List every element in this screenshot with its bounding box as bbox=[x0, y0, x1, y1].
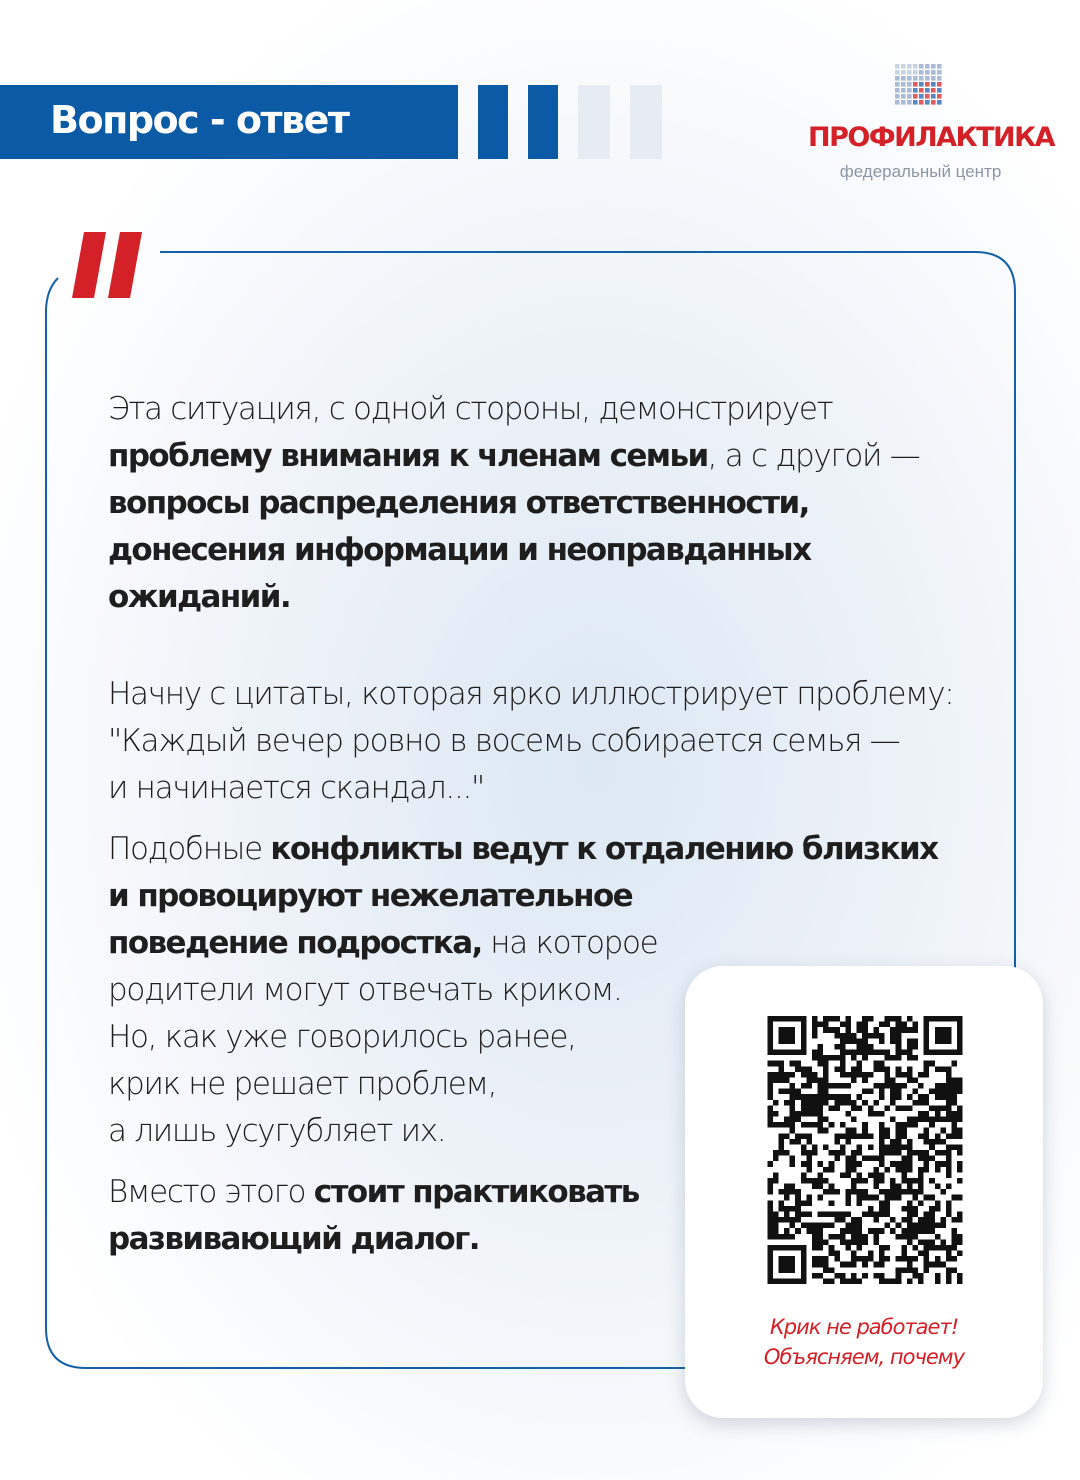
qr-card[interactable] bbox=[685, 966, 1043, 1418]
text-segment: на которое bbox=[481, 925, 658, 961]
text-segment: родители могут отвечать криком. bbox=[108, 972, 622, 1008]
bold-segment: развивающий диалог. bbox=[108, 1221, 479, 1257]
text-segment: крик не решает проблем, bbox=[108, 1066, 497, 1102]
bold-segment: проблему внимания к членам семьи bbox=[108, 438, 708, 474]
qr-code-icon[interactable] bbox=[767, 1016, 963, 1284]
text-segment: Эта ситуация, с одной стороны, демонстрирует bbox=[108, 391, 833, 427]
header-title: Вопрос - ответ bbox=[50, 98, 349, 142]
text-segment: и начинается скандал..." bbox=[108, 770, 485, 806]
quotation-mark-icon bbox=[72, 232, 142, 298]
paragraph-1 bbox=[108, 386, 988, 621]
text-segment: Начну с цитаты, которая ярко иллюстрирует проблему: bbox=[108, 676, 954, 712]
paragraph-2 bbox=[108, 671, 988, 812]
qr-caption bbox=[685, 1312, 1043, 1372]
logo-name: ПРОФИЛАКТИКА bbox=[808, 122, 1055, 153]
text-segment: Вместо этого bbox=[108, 1174, 314, 1210]
qr-caption-line: Крик не работает! bbox=[769, 1315, 959, 1339]
bold-segment: конфликты ведут к отдалению близких bbox=[270, 831, 938, 867]
text-segment: , а с другой — bbox=[707, 438, 920, 474]
text-segment: "Каждый вечер ровно в восемь собирается семья — bbox=[108, 723, 900, 759]
bold-segment: вопросы распределения ответственности, донесения информации и неоправданных ожиданий. bbox=[108, 485, 811, 615]
bold-segment: и провоцируют нежелательное bbox=[108, 878, 633, 914]
text-segment: Но, как уже говорилось ранее, bbox=[108, 1019, 576, 1055]
text-segment: а лишь усугубляет их. bbox=[108, 1113, 446, 1149]
bold-segment: поведение подростка, bbox=[108, 925, 482, 961]
text-segment: Подобные bbox=[108, 831, 271, 867]
logo-subtitle: федеральный центр bbox=[839, 162, 1002, 181]
qr-caption-line: Объясняем, почему bbox=[763, 1345, 965, 1369]
bold-segment: стоит практиковать bbox=[313, 1174, 639, 1210]
